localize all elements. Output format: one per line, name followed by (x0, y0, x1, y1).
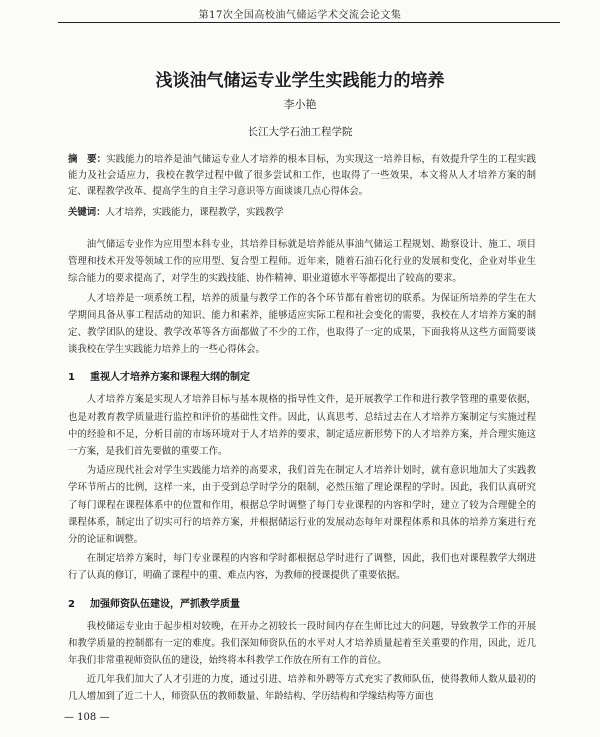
header-rule (58, 22, 560, 23)
section1-paragraph: 在制定培养方案时，每门专业课程的内容和学时都根据总学时进行了调整，因此，我们也对课程教学大纲进行了认真的修订，明确了课程中的重、难点内容，为教师的授课提供了重要依据。 (68, 553, 536, 582)
section2-paragraph: 近几年我们加大了人才引进的力度，通过引进、培养和外聘等方式充实了教师队伍，使得教师人数从最初的几人增加到了近二十人，师资队伍的教师数量、年龄结构、学历结构和学缘结构等方面也 (68, 674, 536, 703)
abstract (68, 152, 536, 200)
keywords (68, 204, 536, 218)
section-number: 1 (68, 372, 75, 384)
section1-paragraph: 人才培养方案是实现人才培养目标与基本规格的指导性文件，是开展教学工作和进行教学管理的重要依据，也是对教育教学质量进行监控和评价的基础性文件。因此，认真思考、总结过去在人才培养方案制定与实施过程中的经验和不足，分析目前的市场环境对于人才培养的要求，制定适应新形势下的人才培养方案，并合理实施这一方案，是我们首先要做的重要工作。 (68, 394, 536, 458)
page-number: — 108 — (64, 712, 110, 723)
section1-paragraph: 为适应现代社会对学生实践能力培养的高要求，我们首先在制定人才培养计划时，就有意识地加大了实践教学环节所占的比例，这样一来，由于受到总学时学分的限制，必然压缩了理论课程的学时。因此，我们认真研究了每门课程在课程体系中的位置和作用，根据总学时调整了每门专业课程的内容和学时，建立了较为合理健全的课程体系，制定出了切实可行的培养方案，并根据储运行业的发展动态每年对课程体系和具体的培养方案进行充分的论证和调整。 (68, 465, 536, 546)
section-heading-1 (68, 368, 536, 383)
section-number: 2 (68, 598, 75, 610)
running-head: 第17次全国高校油气储运学术交流会论文集 (198, 10, 402, 21)
section-heading-2 (68, 595, 536, 610)
section2-paragraph: 我校储运专业由于起步相对较晚，在开办之初较长一段时间内存在生师比过大的问题，导致教学工作的开展和教学质量的控制都有一定的难度。我们深知师资队伍的水平对人才培养质量起着至关重要的作用，因此，近几年我们非常重视师资队伍的建设，始终将本科教学工作放在所有工作的首位。 (68, 620, 536, 667)
abstract-text: 实践能力的培养是油气储运专业人才培养的根本目标，为实现这一培养目标，有效提升学生的工程实践能力及社会适应力，我校在教学过程中做了很多尝试和工作，也取得了一些效果，本文将从人才培养方案的制定、课程教学改革、提高学生的自主学习意识等方面谈谈几点心得体会。 (68, 154, 536, 197)
section-title: 重视人才培养方案和课程大纲的制定 (90, 372, 250, 384)
section-title: 加强师资队伍建设，严抓教学质量 (90, 598, 240, 610)
affiliation: 长江大学石油工程学院 (247, 126, 353, 138)
author: 李小艳 (283, 98, 317, 111)
keywords-label: 关键词： (68, 207, 106, 218)
abstract-label: 摘 要： (68, 154, 107, 165)
paper-title: 浅谈油气储运专业学生实践能力的培养 (155, 71, 445, 91)
intro-paragraph: 人才培养是一项系统工程，培养的质量与教学工作的各个环节都有着密切的联系。为保证所培养的学生在大学期间具备从事工程活动的知识、能力和素养，能够适应实际工程和社会变化的需要，我校在人才培养方案的制定、教学团队的建设、教学改革等各方面都做了不少的工作，也取得了一定的成果，下面我将从这些方面简要谈谈我校在学生实践能力培养上的一些心得体会。 (68, 292, 536, 356)
body-text (68, 236, 536, 708)
intro-paragraph: 油气储运专业作为应用型本科专业，其培养目标就是培养能从事油气储运工程规划、勘察设计、施工、项目管理和技术开发等领域工作的应用型、复合型工程师。近年来，随着石油石化行业的发展和变化，企业对毕业生综合能力的要求提高了，对学生的实践技能、协作精神、职业道德水平等都提出了较高的要求。 (68, 239, 536, 285)
keywords-text: 人才培养，实践能力，课程教学，实践教学 (105, 207, 284, 218)
